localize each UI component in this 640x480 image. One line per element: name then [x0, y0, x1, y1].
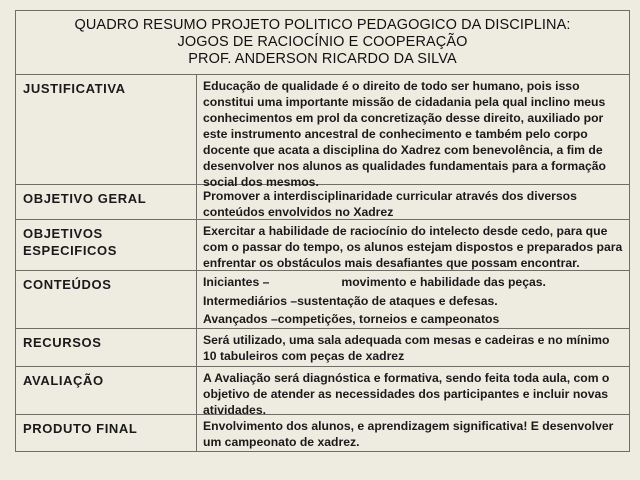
summary-table [15, 10, 630, 452]
row-label: OBJETIVO GERAL [16, 185, 197, 219]
row-objetivos-especificos [16, 220, 629, 271]
header-title: QUADRO RESUMO PROJETO POLITICO PEDAGOGICO DA DISCIPLINA: [74, 17, 571, 33]
row-avaliacao [16, 367, 629, 415]
item-level: Iniciantes – [203, 275, 270, 289]
row-label: AVALIAÇÃO [16, 367, 197, 414]
row-text: A Avaliação será diagnóstica e formativa, sendo feita toda aula, com o objetivo de atender as necessidades dos participantes e incluir novas atividades. [203, 371, 610, 417]
header-author: PROF. ANDERSON RICARDO DA SILVA [188, 51, 457, 67]
row-content [197, 75, 629, 189]
row-text: Será utilizado, uma sala adequada com mesas e cadeiras e no mínimo 10 tabuleiros com peças de xadrez [203, 333, 610, 363]
row-label: JUSTIFICATIVA [16, 75, 197, 184]
row-content [197, 185, 629, 219]
table-header [16, 11, 629, 75]
row-content [197, 220, 629, 270]
row-content [197, 329, 629, 366]
row-text: Envolvimento dos alunos, e aprendizagem significativa! E desenvolver um campeonato de xadrez. [203, 419, 614, 449]
row-label-line: OBJETIVOS [23, 226, 103, 241]
row-label [16, 220, 197, 270]
row-content [197, 271, 629, 328]
row-label-line: ESPECIFICOS [23, 243, 118, 258]
content-item-intermediarios [203, 293, 625, 309]
header-subtitle: JOGOS DE RACIOCÍNIO E COOPERAÇÃO [177, 34, 468, 50]
row-label: CONTEÚDOS [16, 271, 197, 328]
item-level: Intermediários – [203, 293, 298, 308]
row-label: PRODUTO FINAL [16, 415, 197, 451]
item-desc: sustentação de ataques e defesas. [297, 293, 498, 308]
row-produto-final [16, 415, 629, 451]
row-conteudos [16, 271, 629, 329]
item-desc: competições, torneios e campeonatos [277, 312, 500, 326]
item-level: Avançados – [203, 312, 278, 326]
row-recursos [16, 329, 629, 367]
row-label: RECURSOS [16, 329, 197, 366]
item-desc: movimento e habilidade das peças. [341, 275, 546, 289]
row-justificativa [16, 75, 629, 189]
row-content [197, 367, 629, 417]
row-content [197, 415, 629, 451]
content-item-iniciantes [203, 274, 625, 290]
row-text: Exercitar a habilidade de raciocínio do intelecto desde cedo, para que com o passar do tempo, os alunos estejam dispostos e preparados para enfrentar os obstáculos mais desafiantes que possam encontrar. [203, 224, 623, 270]
row-objetivo-geral [16, 185, 629, 220]
row-text: Educação de qualidade é o direito de todo ser humano, pois isso constitui uma importante missão de cidadania pela qual inclino meus conhecimentos em prol da concretização desse direito, auxiliado por este instrumento ancestral de conhecimento e também pelo corpo docente que acata a disciplina do Xadrez com benevolência, a fim de desenvolver nos alunos as qualidades fundamentais para a formação social dos mesmos. [203, 79, 606, 189]
content-item-avancados [203, 311, 625, 327]
row-text: Promover a interdisciplinaridade curricular através dos diversos conteúdos envolvidos no Xadrez [203, 189, 577, 219]
